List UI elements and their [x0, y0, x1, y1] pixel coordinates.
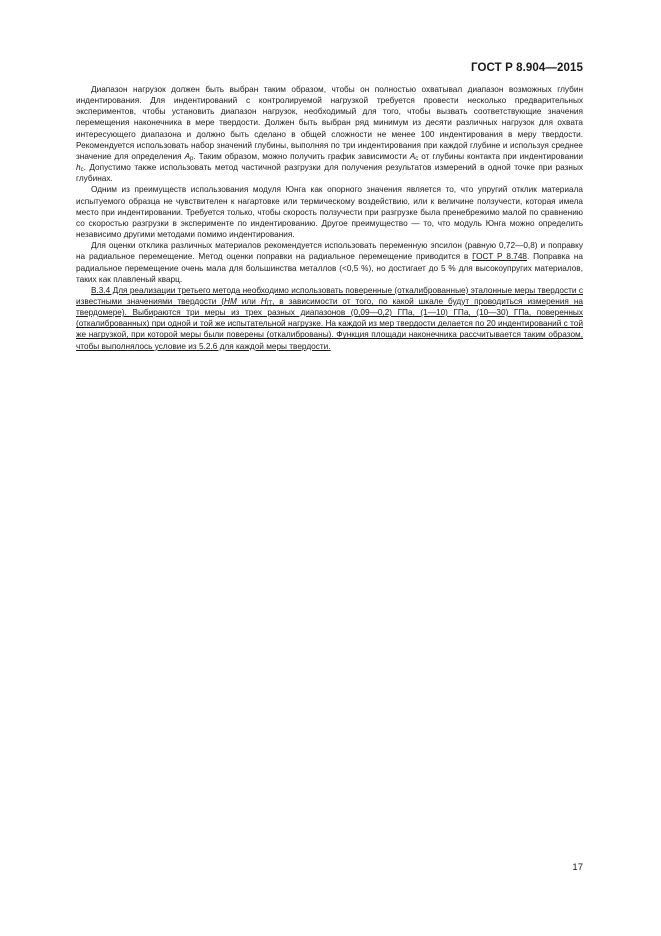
text-run: В.3.4 Для реализации третьего метода необходимо использовать поверенные (откалиброванные) эталонные меры твердости с известными значениями твердости (	[76, 285, 583, 306]
document-header-id: ГОСТ Р 8.904—2015	[471, 62, 583, 74]
text-run: . Поправка на радиальное перемещение очень мала для большинства металлов (<0,5 %), но достигает до 5 % для высокоупругих материалов, таких как плавленый кварц.	[76, 252, 583, 284]
text-run: . Допустимо также использовать метод частичной разгрузки для получения результатов измерений в одной точке при разных глубинах.	[76, 163, 583, 184]
standard-reference-link[interactable]: ГОСТ Р 8.748	[472, 252, 527, 262]
paragraph-load-range	[76, 84, 583, 184]
text-run: Для оценки отклика различных материалов рекомендуется использовать переменную эпсилон (равную 0,72—0,8) и поправку на радиальное перемещение. Метод оценки поправки на радиальное перемещение приводится в	[76, 241, 583, 262]
amended-text	[76, 286, 583, 351]
page-number: 17	[572, 862, 583, 873]
symbol-a: A	[184, 151, 191, 161]
symbol-hm: HM	[224, 296, 237, 306]
symbol-h: h	[76, 163, 81, 173]
text-run: от глубины контакта при индентировании	[418, 151, 583, 161]
text-run: или	[236, 296, 261, 306]
text-run: Диапазон нагрузок должен быть выбран таким образом, чтобы он полностью охватывал диапазон возможных глубин индентирования. Для индентирований с контролируемой нагрузкой требуется провести несколько предварительных экспериментов, чтобы установить диапазон нагрузок, необходимый для того, чтобы вызвать соответствующие значения перемещения наконечника в мере твердости. Должен быть выбран ряд минимум из десяти различных нагрузок для охвата интересующего диапазона и должно быть сделано в общей сложности не менее 100 индентирования в меру твердости. Рекомендуется использовать набор значений глубины, выполняя по три индентирования при каждой глубине и используя среднее значение для определения	[76, 85, 583, 161]
symbol-subscript: p	[190, 155, 194, 162]
symbol-subscript: c	[415, 155, 419, 162]
symbol-h: H	[260, 296, 267, 306]
symbol-subscript: c	[80, 167, 84, 174]
text-run: , в зависимости от того, по какой шкале будут проводиться измерения на твердомере). Выбираются три меры из трех разных диапазонов (0,09—0,2) ГПа, (1—10) ГПа, (10—30) ГПа, поверенных (откалиброванных) при одной и той же испытательной нагрузке. На каждой из мер твердости делается по 20 индентирований с той же нагрузкой, при которой меры были поверены (откалиброваны). Функция площади наконечника рассчитывается таким образом, чтобы выполнялось условие из 5.2.6 для каждой меры твердости.	[76, 296, 583, 351]
paragraph-epsilon-correction	[76, 240, 583, 285]
document-body	[76, 84, 583, 352]
paragraph-young-modulus: Одним из преимуществ использования модуля Юнга как опорного значения является то, что упругий отклик материала испытуемого образца не чувствителен к нагартовке или термическому воздействию, или к величине ползучести, которая имела место при индентировании. Требуется только, чтобы скорость ползучести при разгрузке была пренебрежимо малой по сравнению со скоростью разгрузки в эксперименте по индентированию. Другое преимущество — то, что модуль Юнга можно определить независимо другими методами помимо индентирования.	[76, 185, 583, 240]
symbol-subscript: IT	[266, 300, 273, 307]
paragraph-b-3-4	[76, 285, 583, 352]
symbol-a: A	[409, 151, 416, 161]
text-run: . Таким образом, можно получить график зависимости	[193, 151, 410, 161]
